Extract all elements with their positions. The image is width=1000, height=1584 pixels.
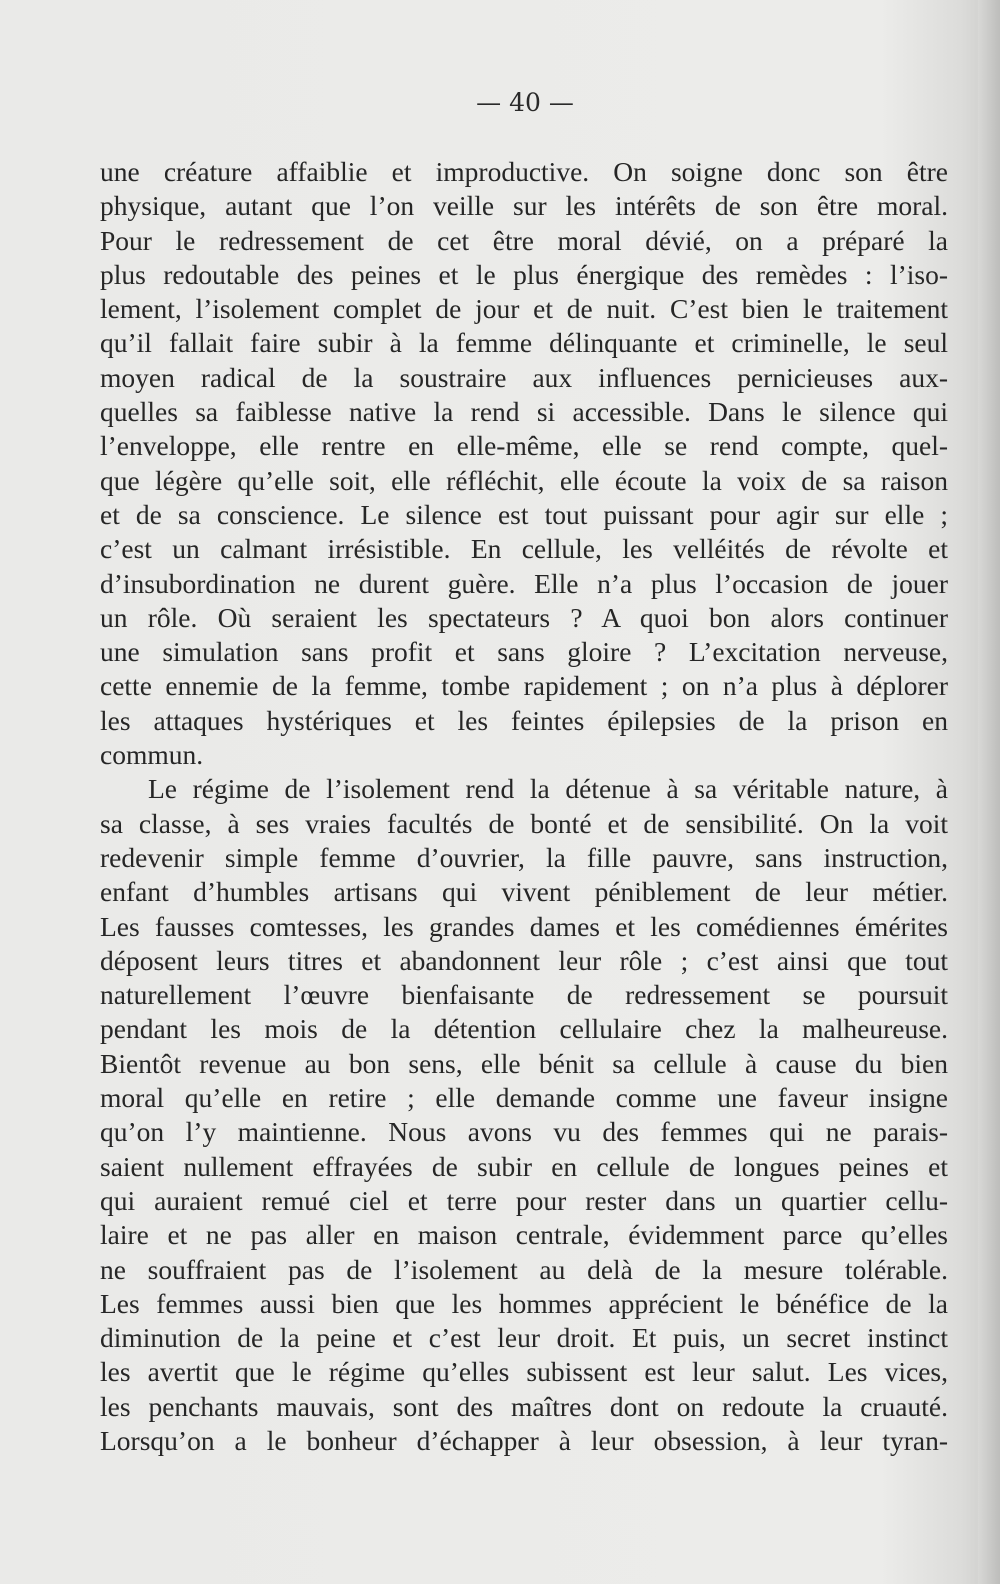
- text-line: d’insubordination ne durent guère. Elle n’a plus l’occasion de jouer: [100, 567, 948, 599]
- text-line: sa classe, à ses vraies facultés de bonté et de sensibilité. On la voit: [100, 807, 948, 839]
- text-line: Pour le redressement de cet être moral dévié, on a préparé la: [100, 224, 948, 256]
- text-line: enfant d’humbles artisans qui vivent péniblement de leur métier.: [100, 876, 948, 908]
- text-line: les attaques hystériques et les feintes épilepsies de la prison en: [100, 704, 948, 736]
- text-line: Bientôt revenue au bon sens, elle bénit sa cellule à cause du bien: [100, 1047, 948, 1079]
- text-line: Le régime de l’isolement rend la détenue à sa véritable nature, à: [148, 773, 948, 805]
- text-line: une simulation sans profit et sans gloire ? L’excitation nerveuse,: [100, 636, 948, 668]
- text-line: moyen radical de la soustraire aux influences pernicieuses aux-: [100, 361, 948, 393]
- text-line: Lorsqu’on a le bonheur d’échapper à leur obsession, à leur tyran-: [100, 1424, 948, 1456]
- text-line: qu’on l’y maintienne. Nous avons vu des femmes qui ne parais-: [100, 1116, 948, 1148]
- text-line: ne souffraient pas de l’isolement au delà de la mesure tolérable.: [100, 1253, 948, 1285]
- text-line: et de sa conscience. Le silence est tout puissant pour agir sur elle ;: [100, 498, 948, 530]
- text-line: un rôle. Où seraient les spectateurs ? A quoi bon alors continuer: [100, 601, 948, 633]
- text-line: plus redoutable des peines et le plus énergique des remèdes : l’iso-: [100, 258, 948, 290]
- text-line: qu’il fallait faire subir à la femme délinquante et criminelle, le seul: [100, 327, 948, 359]
- text-line: que légère qu’elle soit, elle réfléchit, elle écoute la voix de sa raison: [100, 464, 948, 496]
- text-line: une créature affaiblie et improductive. On soigne donc son être: [100, 156, 948, 187]
- text-line: diminution de la peine et c’est leur droit. Et puis, un secret instinct: [100, 1322, 948, 1354]
- text-line: déposent leurs titres et abandonnent leur rôle ; c’est ainsi que tout: [100, 944, 948, 976]
- text-line: physique, autant que l’on veille sur les intérêts de son être moral.: [100, 190, 948, 222]
- text-line: Les femmes aussi bien que les hommes apprécient le bénéfice de la: [100, 1287, 948, 1319]
- text-line: lement, l’isolement complet de jour et de nuit. C’est bien le traitement: [100, 293, 948, 325]
- text-line: l’enveloppe, elle rentre en elle-même, elle se rend compte, quel-: [100, 430, 948, 462]
- text-line: Les fausses comtesses, les grandes dames et les comédiennes émérites: [100, 910, 948, 942]
- body-text: [100, 155, 948, 1458]
- text-line: pendant les mois de la détention cellulaire chez la malheureuse.: [100, 1013, 948, 1045]
- page-number: — 40 —: [476, 88, 574, 117]
- text-line: laire et ne pas aller en maison centrale, évidemment parce qu’elles: [100, 1219, 948, 1251]
- text-line: c’est un calmant irrésistible. En cellule, les velléités de révolte et: [100, 533, 948, 565]
- text-line: les avertit que le régime qu’elles subissent est leur salut. Les vices,: [100, 1356, 948, 1388]
- page-gutter-shadow: [978, 0, 1000, 1584]
- text-line: qui auraient remué ciel et terre pour rester dans un quartier cellu-: [100, 1184, 948, 1216]
- text-line: quelles sa faiblesse native la rend si accessible. Dans le silence qui: [100, 396, 948, 428]
- text-line: saient nullement effrayées de subir en cellule de longues peines et: [100, 1150, 948, 1182]
- text-line: les penchants mauvais, sont des maîtres dont on redoute la cruauté.: [100, 1390, 948, 1422]
- text-line: naturellement l’œuvre bienfaisante de redressement se poursuit: [100, 979, 948, 1011]
- text-line: redevenir simple femme d’ouvrier, la fille pauvre, sans instruction,: [100, 841, 948, 873]
- text-line: moral qu’elle en retire ; elle demande comme une faveur insigne: [100, 1082, 948, 1114]
- text-line: cette ennemie de la femme, tombe rapidement ; on n’a plus à déplorer: [100, 670, 948, 702]
- text-line: commun.: [100, 739, 204, 771]
